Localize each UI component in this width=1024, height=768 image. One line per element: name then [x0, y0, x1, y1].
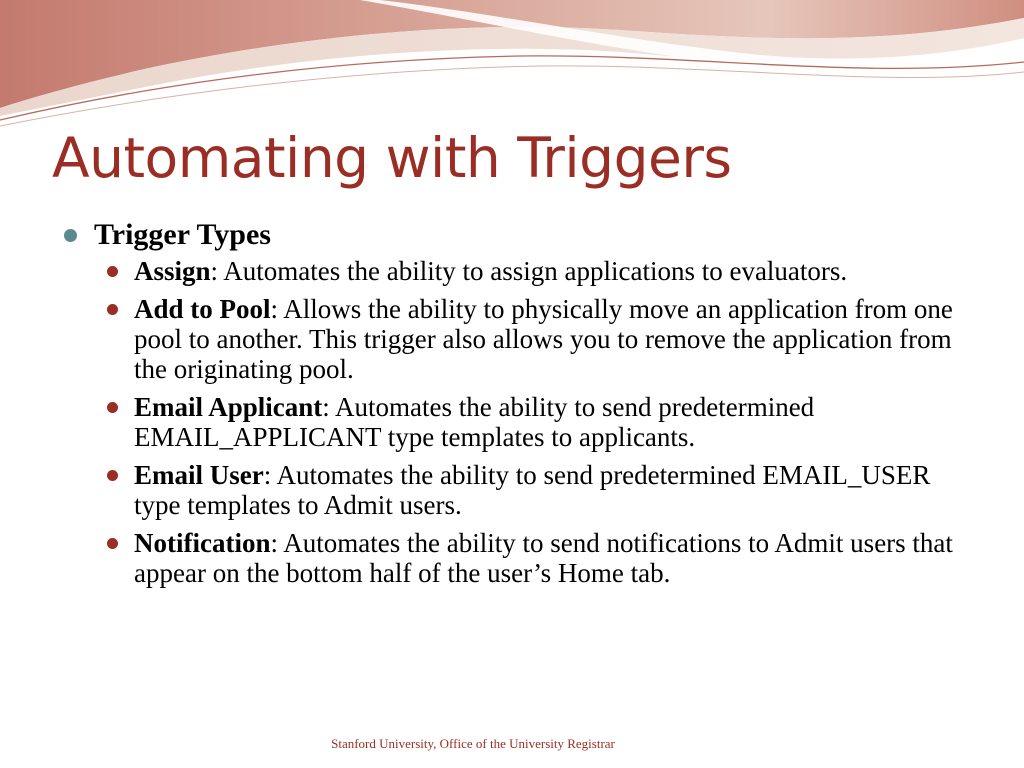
trigger-term: Add to Pool	[134, 294, 271, 324]
trigger-description: : Allows the ability to physically move an application from one pool to another. This trigger also allows you to remove the application from the originating pool.	[134, 294, 953, 384]
list-item	[64, 294, 964, 384]
trigger-description: : Automates the ability to send predetermined EMAIL_USER type templates to Admit users.	[134, 460, 931, 520]
heading-text: Trigger Types	[94, 218, 271, 251]
list-item	[64, 460, 964, 520]
trigger-description: : Automates the ability to assign applications to evaluators.	[210, 256, 848, 286]
list-item	[64, 392, 964, 452]
bullet-dot-icon	[107, 470, 118, 481]
trigger-term: Email Applicant	[134, 392, 323, 422]
header-swoosh-decoration	[0, 0, 1024, 130]
slide-title: Automating with Triggers	[52, 126, 732, 190]
list-item	[64, 256, 964, 286]
footer-text: Stanford University, Office of the University Registrar	[331, 736, 615, 751]
bullet-dot-icon	[107, 402, 118, 413]
bullet-heading	[64, 218, 964, 252]
trigger-term: Email User	[134, 460, 264, 490]
trigger-type-list	[64, 256, 964, 588]
bullet-dot-icon	[107, 304, 118, 315]
trigger-term: Assign	[134, 256, 211, 286]
slide-content	[64, 218, 964, 596]
slide-footer	[0, 736, 1024, 752]
trigger-description: : Automates the ability to send notifications to Admit users that appear on the bottom half of the user’s Home tab.	[134, 528, 953, 588]
bullet-dot-icon	[107, 538, 118, 549]
bullet-dot-icon	[107, 266, 118, 277]
bullet-dot-icon	[64, 229, 77, 242]
trigger-description: : Automates the ability to send predetermined EMAIL_APPLICANT type templates to applicants.	[134, 392, 815, 452]
trigger-term: Notification	[134, 528, 271, 558]
list-item	[64, 528, 964, 588]
